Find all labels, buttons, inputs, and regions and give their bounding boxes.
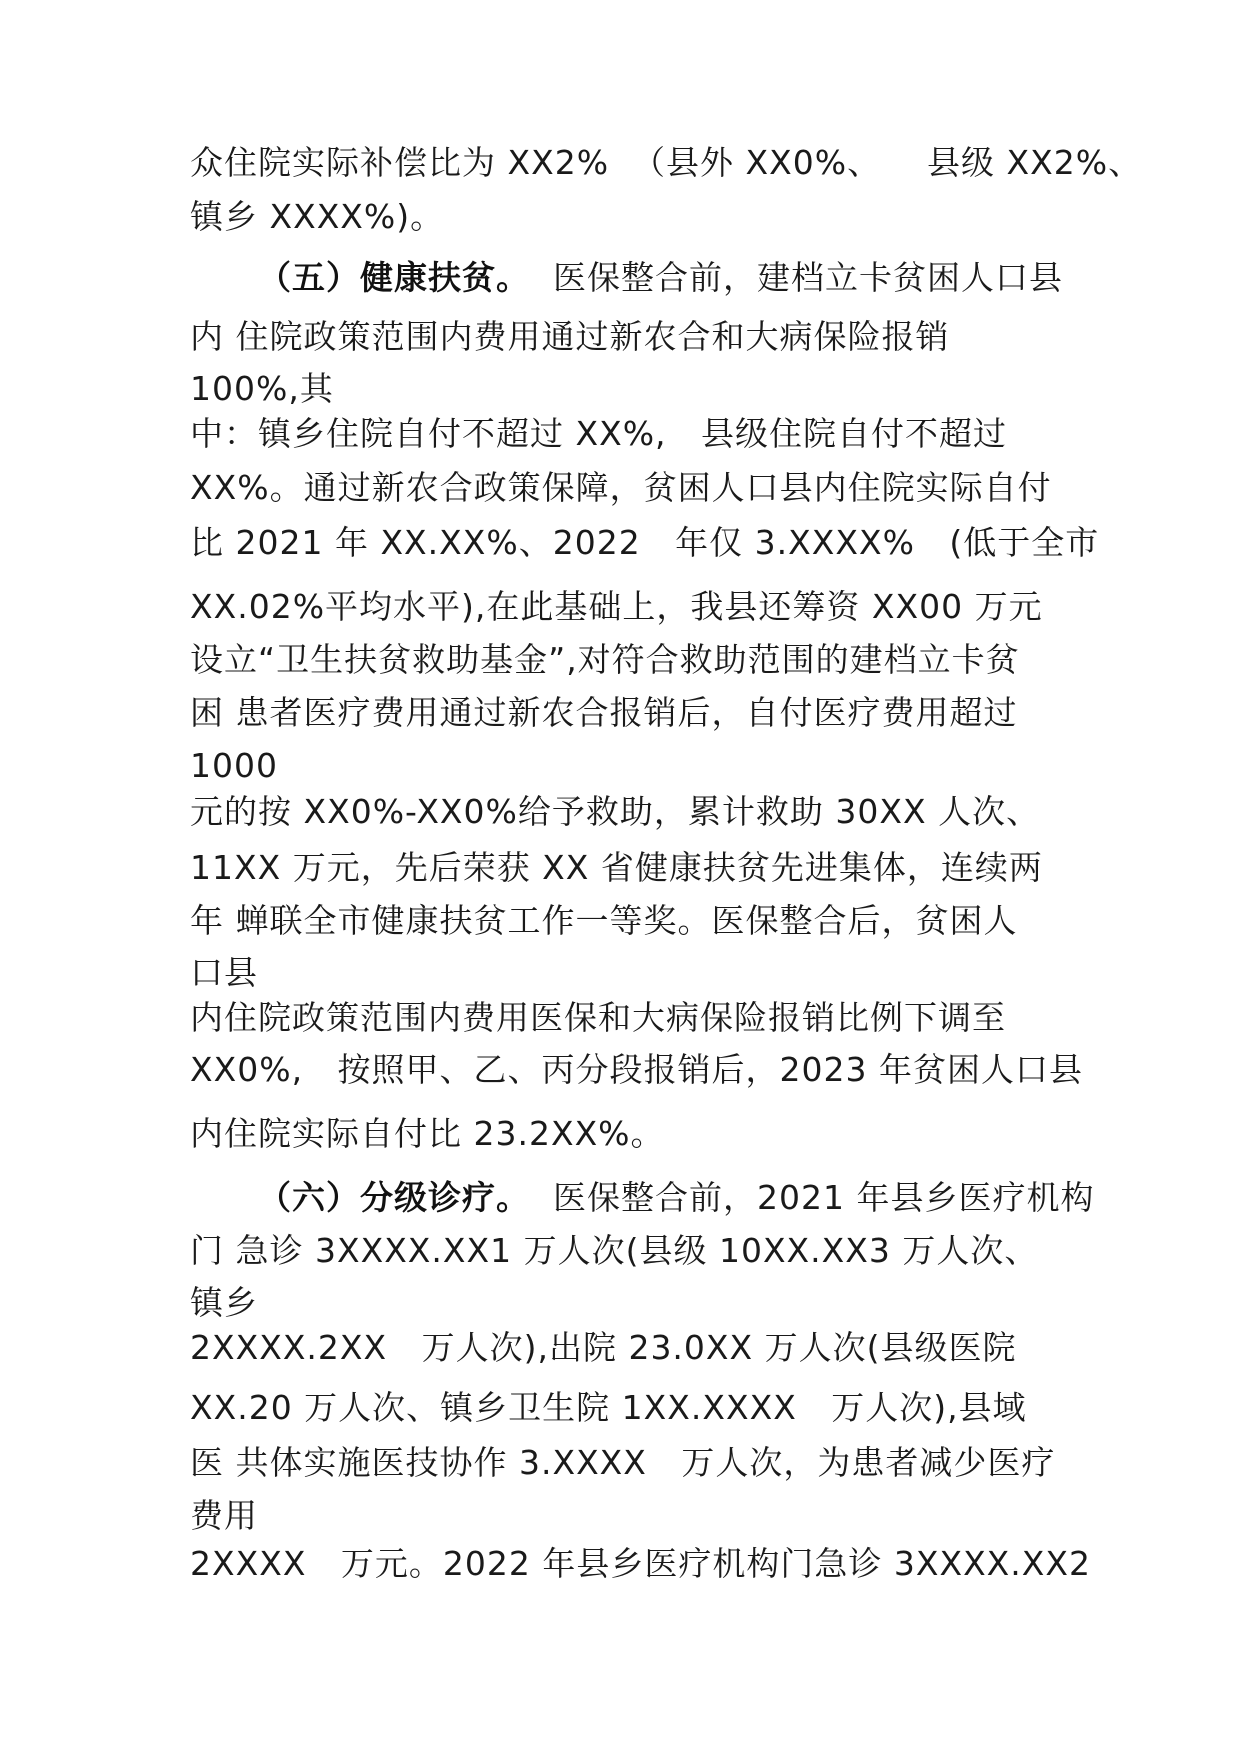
text-line: 元的按 XX0%-XX0%给予救助，累计救助 30XX 人次、 (190, 792, 1041, 831)
text-line: 年 蝉联全市健康扶贫工作一等奖。医保整合后，贫困人 (190, 901, 1018, 940)
text-line: 2XXXX 万元。2022 年县乡医疗机构门急诊 3XXXX.XX2 (190, 1544, 1091, 1583)
text-line: 内住院政策范围内费用医保和大病保险报销比例下调至 (190, 998, 1006, 1037)
text-line: 2XXXX.2XX 万人次),出院 23.0XX 万人次(县级医院 (190, 1328, 1017, 1367)
section-six-paragraph-start (258, 1178, 1094, 1218)
text-line: 医保整合前，建档立卡贫困人口县 (552, 258, 1063, 297)
section-heading-tiered-care: （六）分级诊疗。 (258, 1178, 530, 1217)
text-line: 中：镇乡住院自付不超过 XX%, 县级住院自付不超过 (190, 414, 1008, 453)
text-line: 1000 (190, 746, 278, 785)
text-line: 医 共体实施医技协作 3.XXXX 万人次，为患者减少医疗 (190, 1443, 1056, 1482)
text-line: 内住院实际自付比 23.2XX%。 (190, 1114, 665, 1153)
text-line: 镇乡 XXXX%)。 (190, 197, 445, 236)
text-line: 内 住院政策范围内费用通过新农合和大病保险报销 (190, 317, 950, 356)
text-line: 镇乡 (190, 1283, 258, 1322)
text-line: 比 2021 年 XX.XX%、2022 年仅 3.XXXX% (低于全市 (190, 523, 1100, 562)
text-line: 费用 (190, 1496, 258, 1535)
text-line: 医保整合前，2021 年县乡医疗机构 (552, 1178, 1095, 1217)
text-line: 众住院实际补偿比为 XX2% （县外 XX0%、 县级 XX2%、 (190, 143, 1143, 182)
text-line: XX%。通过新农合政策保障，贫困人口县内住院实际自付 (190, 468, 1052, 507)
text-line: 11XX 万元，先后荣获 XX 省健康扶贫先进集体，连续两 (190, 848, 1043, 887)
text-line: 口县 (190, 953, 258, 992)
text-line: XX.20 万人次、镇乡卫生院 1XX.XXXX 万人次),县域 (190, 1388, 1027, 1427)
section-heading-health-poverty: （五）健康扶贫。 (258, 258, 530, 297)
text-line: 设立“卫生扶贫救助基金”,对符合救助范围的建档立卡贫 (190, 640, 1020, 679)
text-line: XX0%, 按照甲、乙、丙分段报销后，2023 年贫困人口县 (190, 1050, 1083, 1089)
text-line: 100%,其 (190, 369, 334, 408)
text-line: 门 急诊 3XXXX.XX1 万人次(县级 10XX.XX3 万人次、 (190, 1231, 1039, 1270)
text-line: XX.02%平均水平),在此基础上，我县还筹资 XX00 万元 (190, 587, 1043, 626)
section-five-paragraph-start (258, 258, 1063, 298)
text-line: 困 患者医疗费用通过新农合报销后，自付医疗费用超过 (190, 693, 1018, 732)
